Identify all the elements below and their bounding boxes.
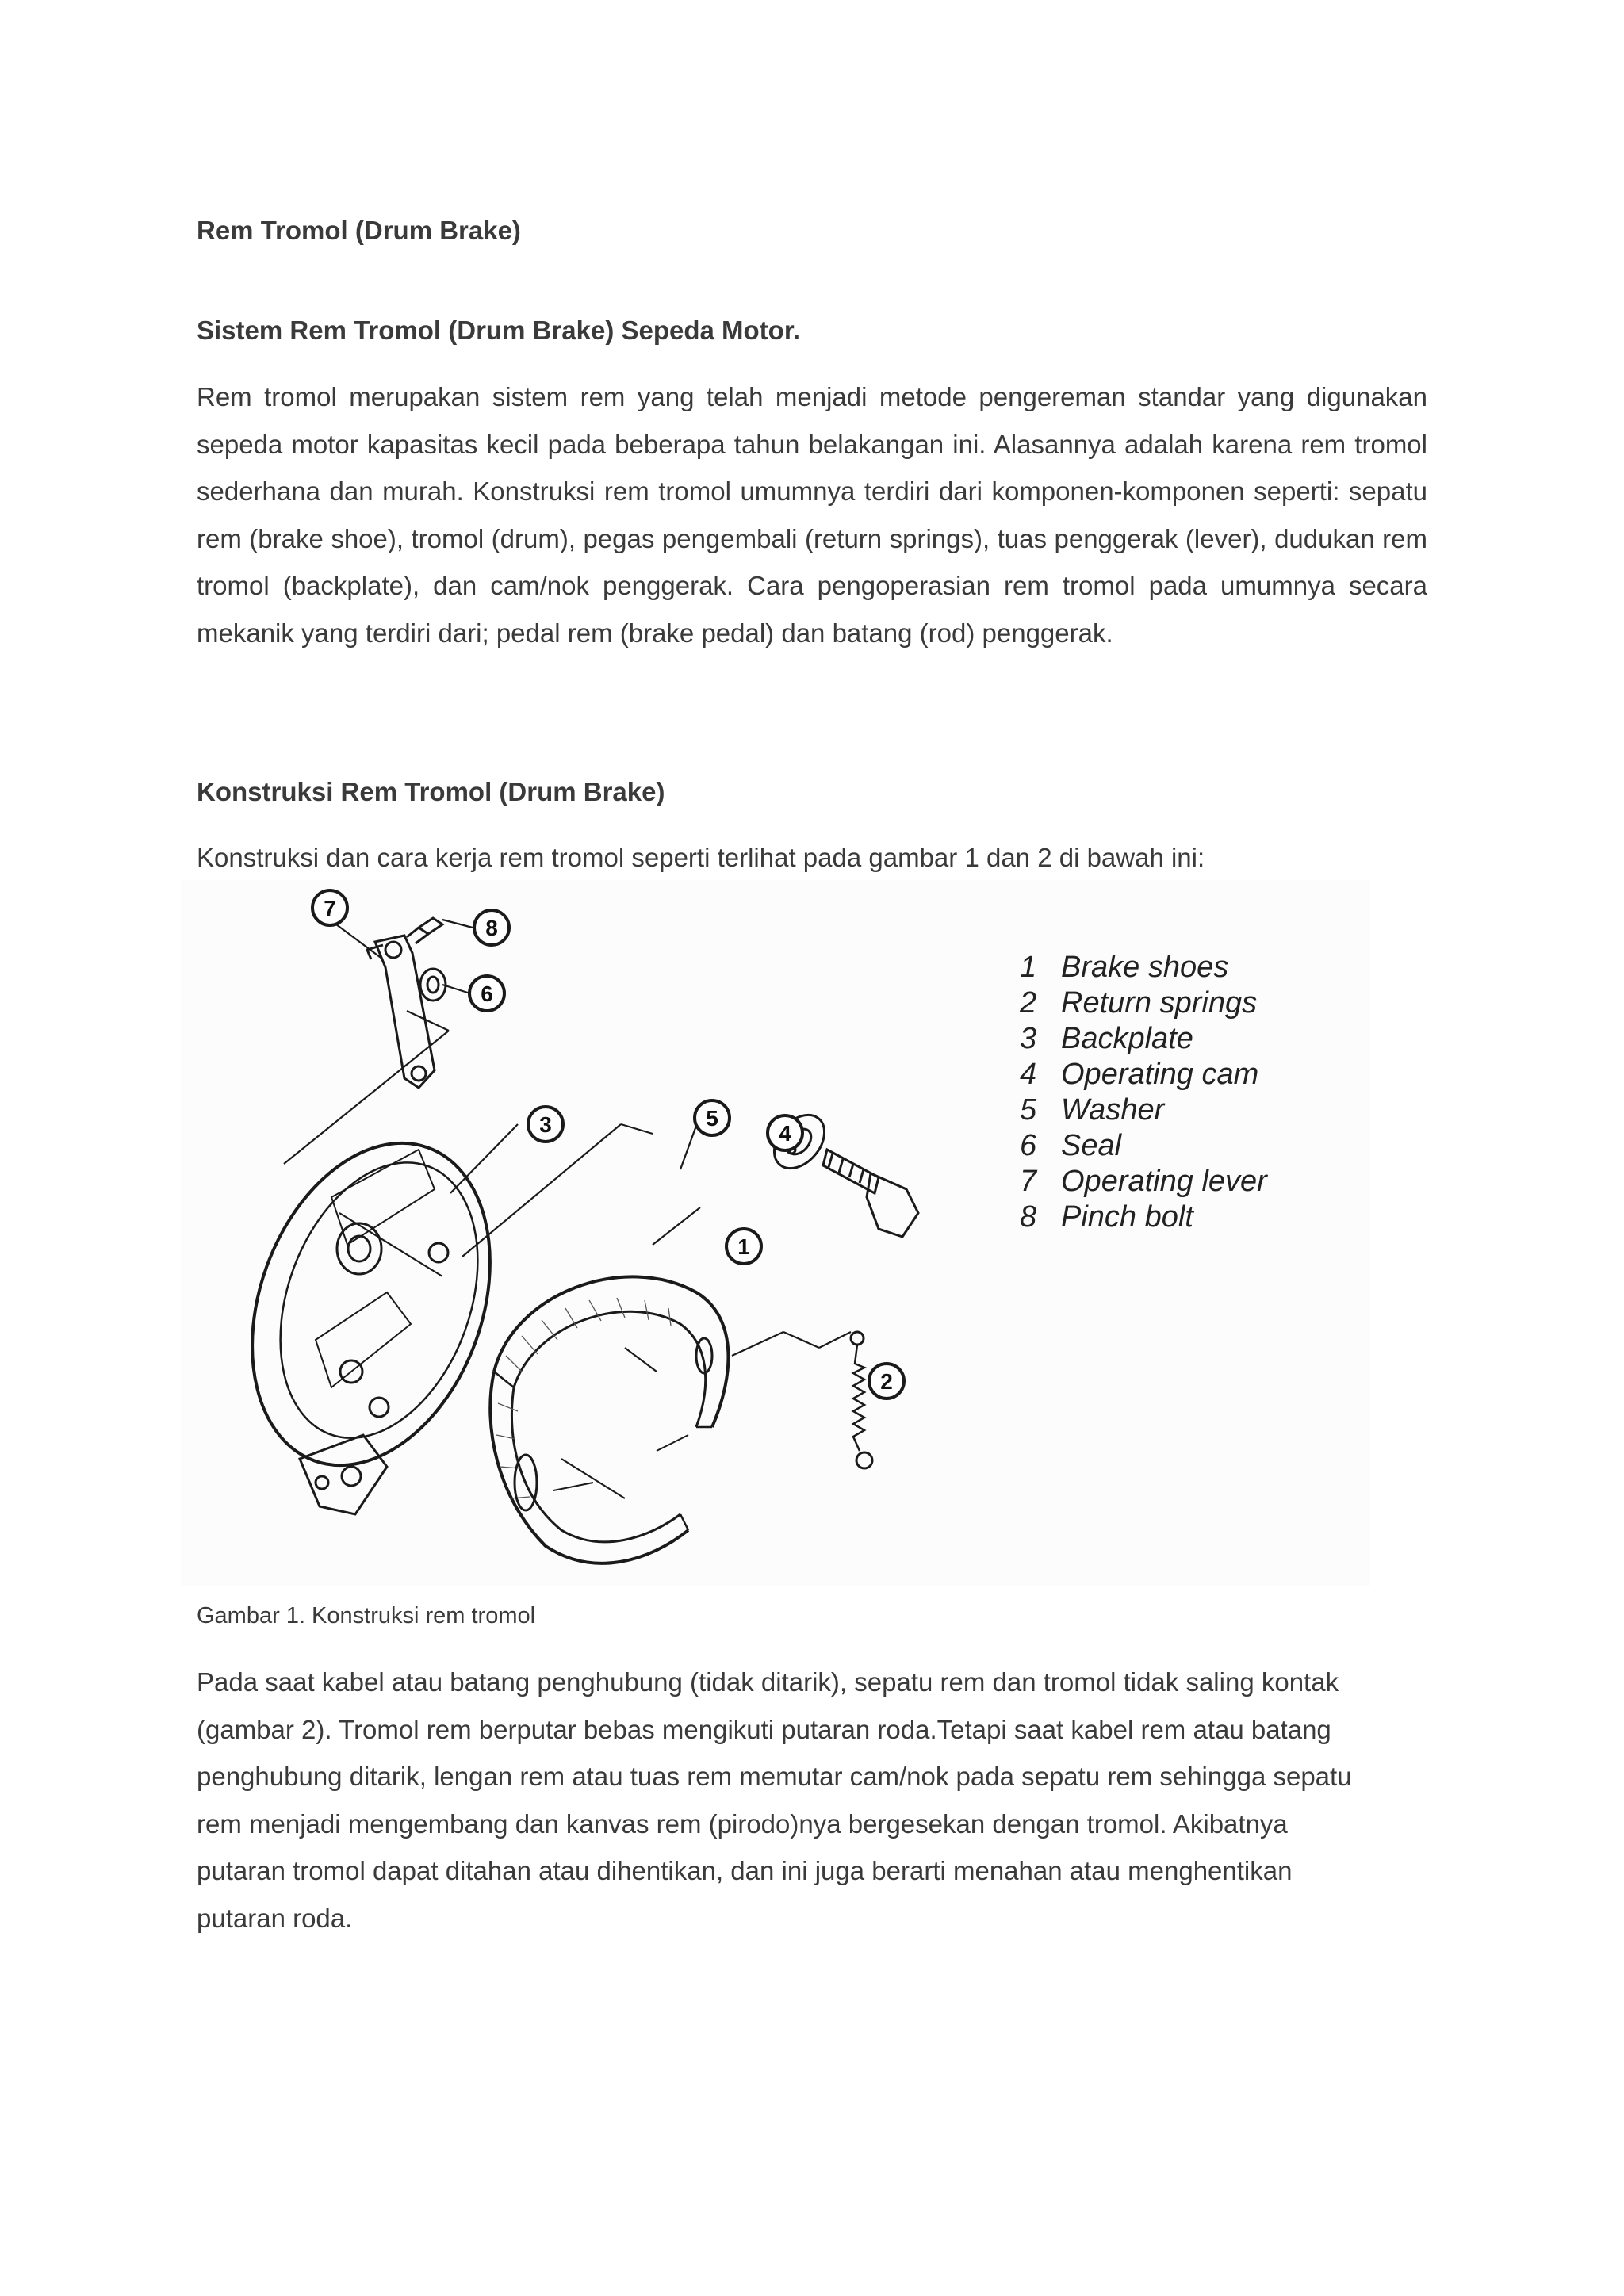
paragraph-cara-kerja: [197, 1659, 1427, 1942]
brake-shoes-part: [490, 1276, 728, 1563]
return-spring-part: [851, 1332, 872, 1468]
callout-label-7: 7: [324, 896, 336, 920]
callout-label-3: 3: [539, 1112, 552, 1137]
legend-item: 7 Operating lever: [1020, 1165, 1267, 1198]
pinch-bolt-part: [407, 918, 442, 943]
document-title: Rem Tromol (Drum Brake): [197, 216, 521, 245]
section-heading-konstruksi: Konstruksi Rem Tromol (Drum Brake): [197, 777, 665, 806]
operating-cam-part: [823, 1150, 918, 1237]
paragraph-sistem: Rem tromol merupakan sistem rem yang telah menjadi metode pengereman standar yang digunakan sepeda motor kapasitas kecil pada beberapa tahun belakangan ini. Alasannya adalah karena rem tromol sederhana dan murah. Konstruksi rem tromol umumnya terdiri dari komponen-komponen seperti: sepatu rem (brake shoe), tromol (drum), pegas pengembali (return springs), tuas penggerak (lever), dudukan rem tromol (backplate), dan cam/nok penggerak. Cara pengoperasian rem tromol pada umumnya secara mekanik yang terdiri dari; pedal rem (brake pedal) dan batang (rod) penggerak.: [197, 382, 1427, 648]
seal-part: [420, 969, 446, 1001]
legend-item: 6 Seal: [1020, 1129, 1122, 1162]
paragraph-line: rem menjadi mengembang dan kanvas rem (pirodo)nya bergesekan dengan tromol. Akibatnya: [197, 1808, 1288, 1839]
drum-brake-diagram: [181, 880, 1370, 1586]
paragraph-line: putaran tromol dapat ditahan atau dihentikan, dan ini juga berarti menahan atau menghentikan: [197, 1856, 1293, 1885]
callout-label-5: 5: [706, 1106, 718, 1131]
figure-caption: Gambar 1. Konstruksi rem tromol: [197, 1603, 536, 1628]
section-heading-sistem: Sistem Rem Tromol (Drum Brake) Sepeda Motor.: [197, 316, 801, 345]
paragraph-line: (gambar 2). Tromol rem berputar bebas mengikuti putaran roda.Tetapi saat kabel rem atau batang: [197, 1714, 1331, 1744]
parts-legend: [1020, 950, 1267, 1235]
callout-label-8: 8: [485, 916, 498, 940]
legend-item: 8 Pinch bolt: [1020, 1200, 1193, 1234]
operating-lever-part: [367, 936, 435, 1088]
callout-label-2: 2: [880, 1369, 893, 1394]
backplate-part: [210, 1110, 533, 1514]
legend-item: 1 Brake shoes: [1020, 951, 1229, 984]
paragraph-line: penghubung ditarik, lengan rem atau tuas rem memutar cam/nok pada sepatu rem sehingga sepatu: [197, 1762, 1352, 1791]
paragraph-line: putaran roda.: [197, 1903, 353, 1933]
callout-label-6: 6: [481, 982, 493, 1006]
legend-item: 4 Operating cam: [1020, 1058, 1259, 1091]
legend-item: 5 Washer: [1020, 1093, 1165, 1127]
callout-label-4: 4: [779, 1121, 791, 1146]
paragraph-konstruksi-intro: Konstruksi dan cara kerja rem tromol seperti terlihat pada gambar 1 dan 2 di bawah ini:: [197, 843, 1205, 872]
callout-label-1: 1: [737, 1234, 750, 1259]
legend-item: 2 Return springs: [1020, 986, 1258, 1020]
legend-item: 3 Backplate: [1020, 1022, 1193, 1055]
leader-lines: [284, 920, 902, 1498]
paragraph-line: Pada saat kabel atau batang penghubung (tidak ditarik), sepatu rem dan tromol tidak saling kontak: [197, 1667, 1339, 1697]
